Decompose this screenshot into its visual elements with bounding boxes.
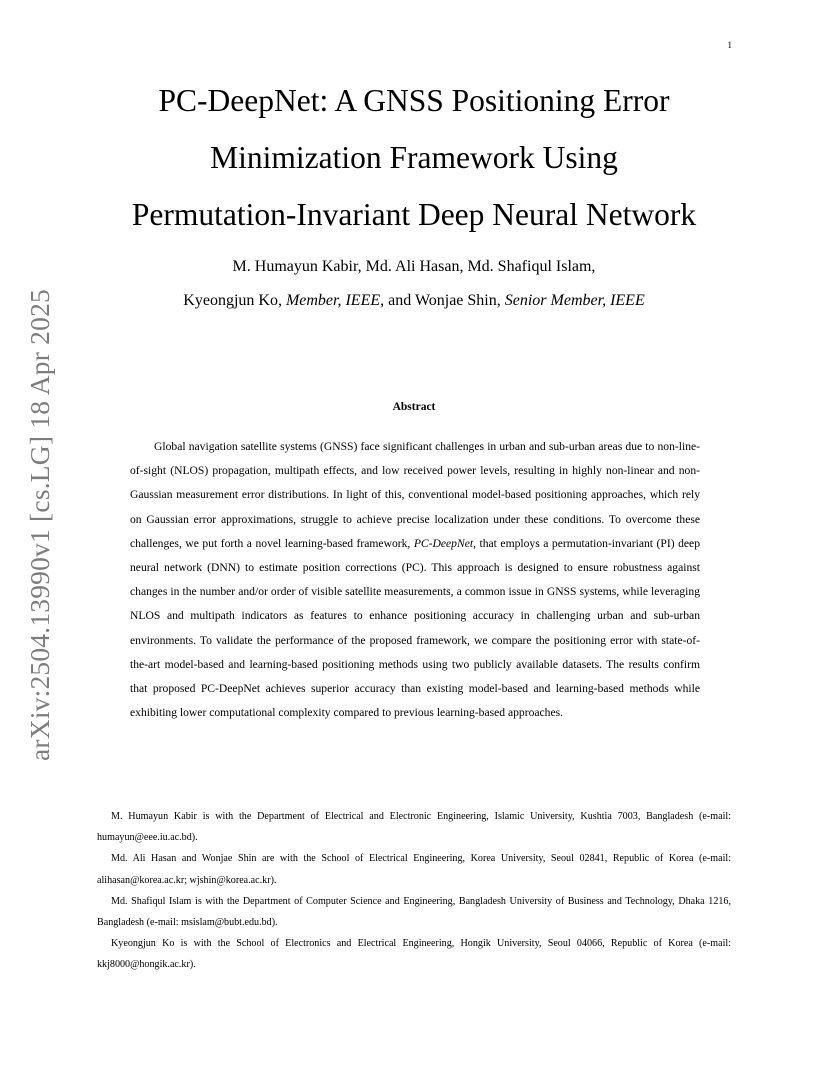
- affiliation-footnotes: [97, 806, 731, 976]
- footnote-affiliation: Md. Ali Hasan and Wonjae Shin are with the School of Electrical Engineering, Korea University, Seoul 02841, Republic of Korea (e-mail: alihasan@korea.ac.kr; wjshin@korea.ac.kr).: [97, 853, 731, 886]
- framework-name: PC-DeepNet: [413, 536, 474, 550]
- author-names-b: , and Wonjae Shin,: [380, 292, 505, 309]
- author-membership-b: Senior Member, IEEE: [504, 292, 645, 309]
- author-line-2: [90, 284, 738, 318]
- footnote-affiliation: Kyeongjun Ko is with the School of Electronics and Electrical Engineering, Hongik University, Seoul 04066, Republic of Korea (e-mail: kkj8000@hongik.ac.kr).: [97, 938, 731, 971]
- abstract-body: [130, 435, 700, 725]
- abstract-text-part-1: Global navigation satellite systems (GNSS) face significant challenges in urban and sub-urban areas due to non-line-of-sight (NLOS) propagation, multipath effects, and low received power levels, resulting in highly non-linear and non-Gaussian measurement error distributions. In light of this, conventional model-based positioning approaches, which rely on Gaussian error approximations, struggle to achieve precise localization under these conditions. To overcome these challenges, we put forth a novel learning-based framework,: [130, 440, 700, 550]
- paper-title: [100, 72, 728, 243]
- footnote-affiliation: M. Humayun Kabir is with the Department of Electrical and Electronic Engineering, Islamic University, Kushtia 7003, Bangladesh (e-mail: humayun@eee.iu.ac.bd).: [97, 811, 731, 844]
- abstract-heading: Abstract: [392, 401, 436, 413]
- author-list: [90, 250, 738, 318]
- page-number: 1: [727, 40, 732, 50]
- footnote-affiliation: Md. Shafiqul Islam is with the Department of Computer Science and Engineering, Bangladesh University of Business and Technology, Dhaka 1216, Bangladesh (e-mail: msislam@bubt.edu.bd).: [97, 895, 731, 929]
- title-line: Minimization Framework Using: [210, 140, 618, 175]
- author-membership-a: Member, IEEE: [285, 292, 381, 309]
- author-line-1: M. Humayun Kabir, Md. Ali Hasan, Md. Shafiqul Islam,: [232, 258, 596, 275]
- title-line: Permutation-Invariant Deep Neural Network: [131, 197, 697, 232]
- arxiv-identifier-stamp: arXiv:2504.13990v1 [cs.LG] 18 Apr 2025: [24, 289, 55, 761]
- author-names-a: Kyeongjun Ko,: [183, 292, 286, 309]
- title-line: PC-DeepNet: A GNSS Positioning Error: [158, 83, 670, 118]
- abstract-text-part-2: , that employs a permutation-invariant (PI) deep neural network (DNN) to estimate position corrections (PC). This approach is designed to ensure robustness against changes in the number and/or order of visible satellite measurements, a common issue in GNSS systems, while leveraging NLOS and multipath indicators as features to enhance positioning accuracy in challenging urban and sub-urban environments. To validate the performance of the proposed framework, we compare the positioning error with state-of-the-art model-based and learning-based positioning methods using two publicly available datasets. The results confirm that proposed PC-DeepNet achieves superior accuracy than existing model-based and learning-based methods while exhibiting lower computational complexity compared to previous learning-based approaches.: [130, 536, 700, 720]
